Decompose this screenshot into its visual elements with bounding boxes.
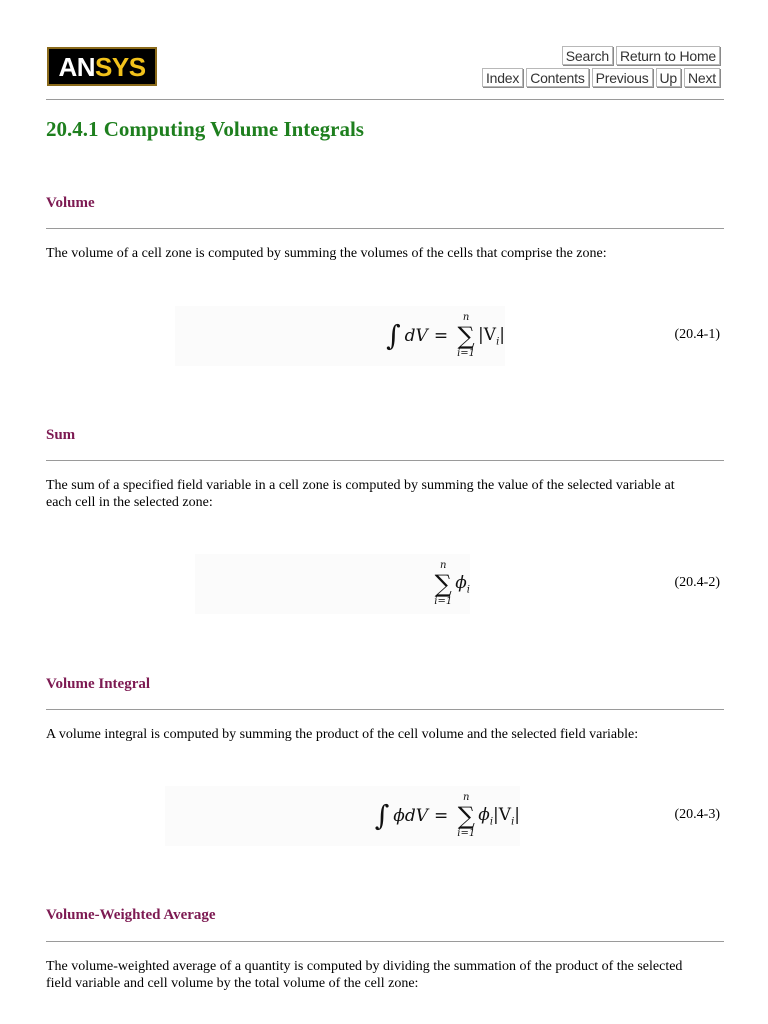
equation-20-4-2 <box>195 554 470 614</box>
integral-symbol: ∫ <box>374 799 390 832</box>
summation-symbol: n ∑ i=1 <box>457 312 476 359</box>
integral-symbol: ∫ <box>386 319 401 352</box>
eq-term-phidV: ϕdV <box>393 806 429 826</box>
section-heading-volume-integral: Volume Integral <box>46 676 151 692</box>
nav-row-bottom <box>482 68 720 87</box>
up-button[interactable]: Up <box>656 68 682 87</box>
logo-text: ANSYS <box>58 51 146 82</box>
equation-number: (20.4-2) <box>674 575 720 590</box>
eq-equals: = <box>434 806 449 826</box>
equation-number: (20.4-1) <box>674 327 720 342</box>
index-button[interactable]: Index <box>482 68 523 87</box>
section-heading-volume-weighted-average: Volume-Weighted Average <box>46 907 216 923</box>
eq-equals: = <box>433 326 449 346</box>
next-button[interactable]: Next <box>684 68 720 87</box>
equation-number: (20.4-3) <box>674 807 720 822</box>
nav-row-top <box>562 46 720 65</box>
summation-symbol: n ∑ i=1 <box>457 792 476 839</box>
eq-term-abs-vi: $|V_i|$ <box>478 324 505 348</box>
section-text-volume-weighted-average: The volume-weighted average of a quantity is computed by dividing the summation of the product of the selected field variable and cell volume by the total volume of the cell zone: <box>46 959 683 991</box>
section-divider <box>46 709 724 710</box>
search-button[interactable]: Search <box>562 46 613 65</box>
equation-20-4-1 <box>175 306 505 366</box>
eq-term-phi-abs-vi: $\phi_i|V_i|$ <box>478 804 520 828</box>
section-text-volume-integral: A volume integral is computed by summing the product of the cell volume and the selected field variable: <box>46 727 639 742</box>
section-text-volume: The volume of a cell zone is computed by summing the volumes of the cells that comprise the zone: <box>46 246 607 261</box>
previous-button[interactable]: Previous <box>592 68 653 87</box>
header-divider <box>46 99 724 100</box>
equation-20-4-3 <box>165 786 520 846</box>
summation-symbol: n ∑ i=1 <box>434 560 453 607</box>
contents-button[interactable]: Contents <box>526 68 588 87</box>
section-divider <box>46 228 724 229</box>
eq-term-dV: dV <box>404 326 428 346</box>
page-title: 20.4.1 Computing Volume Integrals <box>46 117 364 141</box>
ansys-logo[interactable] <box>47 47 157 86</box>
section-heading-sum: Sum <box>46 427 76 443</box>
eq-term-phi-i: $\phi_i$ <box>455 572 470 596</box>
section-text-sum: The sum of a specified field variable in a cell zone is computed by summing the value of the selected variable at each cell in the selected zone: <box>46 478 675 510</box>
section-heading-volume: Volume <box>46 195 95 211</box>
section-divider <box>46 460 724 461</box>
return-home-button[interactable]: Return to Home <box>616 46 720 65</box>
section-divider <box>46 941 724 942</box>
